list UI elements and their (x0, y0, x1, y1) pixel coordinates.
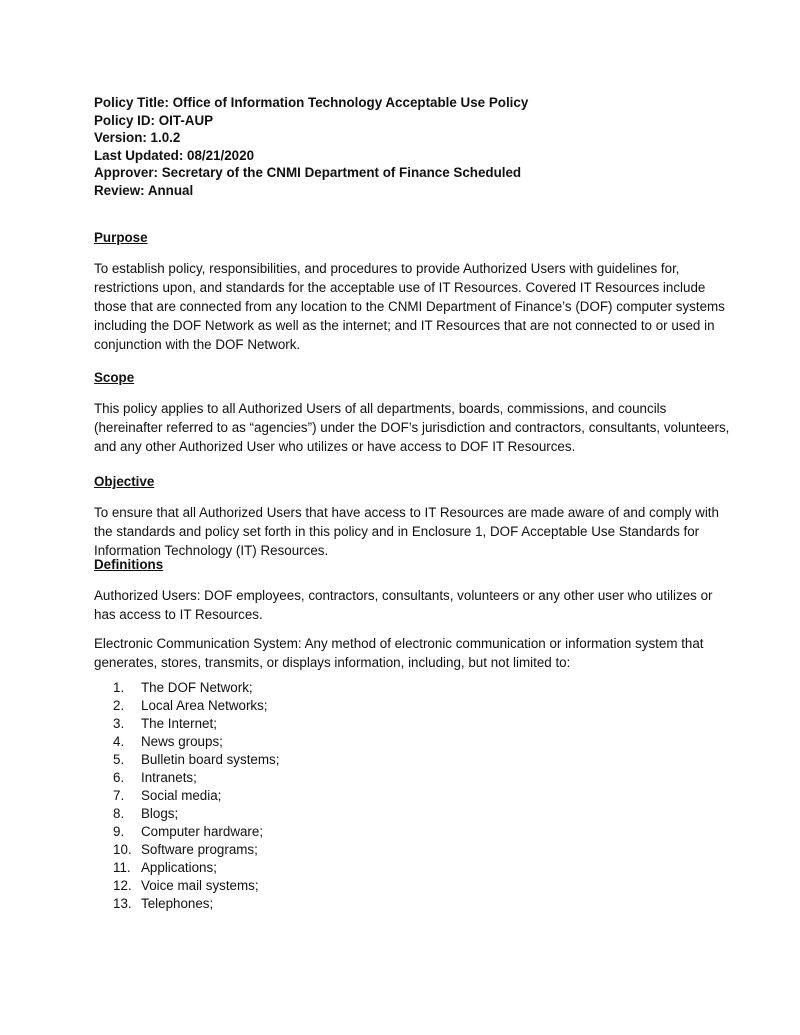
review: Review: Annual (94, 182, 194, 198)
list-number: 10. (113, 842, 132, 857)
list-item (94, 805, 279, 823)
scope-heading: Scope (94, 370, 135, 385)
list-text: Intranets; (141, 770, 197, 785)
list-number: 7. (113, 788, 125, 803)
ecs-list (94, 679, 279, 913)
list-item (94, 697, 279, 715)
list-item (94, 679, 279, 697)
policy-header (94, 94, 734, 199)
list-text: Applications; (141, 860, 217, 875)
list-text: Bulletin board systems; (141, 752, 280, 767)
list-number: 12. (113, 878, 132, 893)
list-number: 6. (113, 770, 125, 785)
objective-heading: Objective (94, 474, 155, 489)
list-item (94, 733, 279, 751)
list-number: 8. (113, 806, 125, 821)
list-text: Voice mail systems; (141, 878, 259, 893)
list-text: Local Area Networks; (141, 698, 268, 713)
last-updated: Last Updated: 08/21/2020 (94, 147, 255, 163)
list-number: 3. (113, 716, 125, 731)
list-text: Computer hardware; (141, 824, 264, 839)
ecs-definition: Electronic Communication System: Any method of electronic communication or information system that generates, stores, transmits, or displays information, including, but not limited to: (94, 636, 704, 670)
objective-text: To ensure that all Authorized Users that have access to IT Resources are made aware of and comply with the standards and policy set forth in this policy and in Enclosure 1, DOF Acceptable Use Standards for Information Technology (IT) Resources. (94, 505, 719, 558)
list-item (94, 715, 279, 733)
approver: Approver: Secretary of the CNMI Department of Finance Scheduled (94, 165, 522, 180)
definitions-heading: Definitions (94, 557, 164, 572)
purpose-heading: Purpose (94, 230, 148, 245)
authorized-users-definition: Authorized Users: DOF employees, contractors, consultants, volunteers or any other user who utilizes or has access to IT Resources. (94, 588, 713, 622)
list-item (94, 859, 279, 877)
list-text: Blogs; (141, 806, 179, 821)
list-number: 1. (113, 680, 125, 695)
list-number: 5. (113, 752, 125, 767)
scope-text: This policy applies to all Authorized Users of all departments, boards, commissions, and councils (hereinafter referred to as “agencies”) under the DOF’s jurisdiction and contractors, consultants, volunteers, and any other Authorized User who utilizes or have access to DOF IT Resources. (94, 401, 730, 454)
list-number: 4. (113, 734, 125, 749)
list-item (94, 895, 279, 913)
list-item (94, 787, 279, 805)
policy-title: Policy Title: Office of Information Technology Acceptable Use Policy (94, 95, 529, 110)
list-item (94, 823, 279, 841)
list-number: 2. (113, 698, 125, 713)
list-text: News groups; (141, 734, 223, 749)
list-number: 13. (113, 896, 132, 911)
list-text: The DOF Network; (141, 680, 253, 695)
list-text: Social media; (141, 788, 222, 803)
list-text: Telephones; (141, 896, 214, 911)
list-number: 9. (113, 824, 125, 839)
policy-version: Version: 1.0.2 (94, 130, 181, 145)
list-item (94, 769, 279, 787)
list-item (94, 751, 279, 769)
list-number: 11. (113, 860, 131, 875)
list-text: Software programs; (141, 842, 258, 857)
list-item (94, 877, 279, 895)
purpose-text: To establish policy, responsibilities, and procedures to provide Authorized Users with guidelines for, restrictions upon, and standards for the acceptable use of IT Resources. Covered IT Resources include those that are connected from any location to the CNMI Department of Finance’s (DOF) computer systems including the DOF Network as well as the internet; and IT Resources that are not connected to or used in conjunction with the DOF Network. (94, 261, 725, 352)
policy-id: Policy ID: OIT-AUP (94, 112, 214, 128)
list-item (94, 841, 279, 859)
list-text: The Internet; (141, 716, 217, 731)
